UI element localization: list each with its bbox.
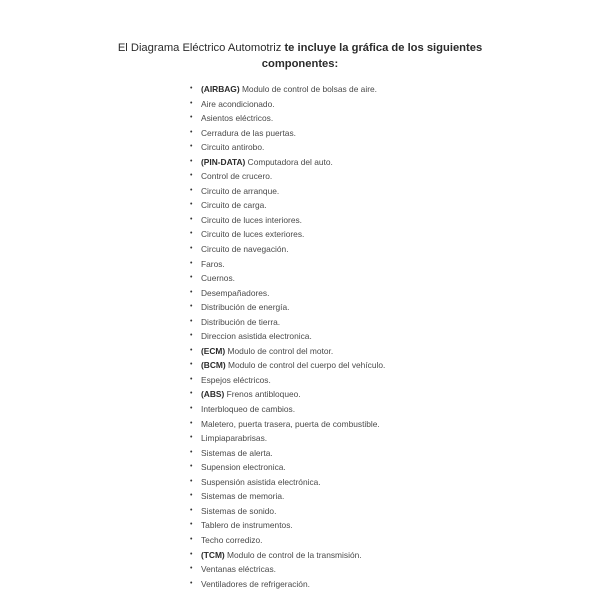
bullet-icon: • xyxy=(190,186,193,194)
list-item xyxy=(190,329,385,344)
bullet-icon: • xyxy=(190,157,193,165)
component-label: Circuito de carga. xyxy=(201,200,267,211)
heading-lead-text: El Diagrama Eléctrico Automotriz xyxy=(117,42,285,54)
list-item xyxy=(190,97,385,112)
component-label: Circuito de luces exteriores. xyxy=(201,229,305,240)
heading-bold-text: te incluye la gráfica de los siguientes componentes: xyxy=(261,42,483,70)
bullet-icon: • xyxy=(190,85,193,92)
component-list xyxy=(190,82,385,591)
list-item xyxy=(190,387,385,402)
component-code: (ECM) xyxy=(201,345,226,356)
component-label: Interbloqueo de cambios. xyxy=(201,404,296,415)
bullet-icon: • xyxy=(190,201,193,209)
component-label: Circuito de luces interiores. xyxy=(201,214,303,225)
component-label: Sistemas de sonido. xyxy=(201,505,277,516)
bullet-icon: • xyxy=(190,128,193,136)
component-label: Ventanas eléctricas. xyxy=(201,564,276,575)
bullet-icon: • xyxy=(190,390,193,398)
list-item xyxy=(190,140,385,155)
bullet-icon: • xyxy=(190,405,193,413)
list-item xyxy=(190,126,385,141)
bullet-icon: • xyxy=(190,332,193,340)
list-item xyxy=(190,475,385,490)
bullet-icon: • xyxy=(190,361,193,369)
bullet-icon: • xyxy=(190,434,193,442)
list-item xyxy=(190,315,385,330)
bullet-icon: • xyxy=(190,259,193,267)
list-item xyxy=(190,533,385,548)
component-label: Circuito de navegación. xyxy=(201,244,289,255)
list-item xyxy=(190,548,385,563)
list-item xyxy=(190,417,385,432)
bullet-icon: • xyxy=(190,143,193,151)
component-label: Modulo de control del motor. xyxy=(225,345,334,356)
component-code: (BCM) xyxy=(201,360,226,371)
list-item xyxy=(190,344,385,359)
component-label: Suspensión asistida electrónica. xyxy=(201,476,321,487)
component-label: Supension electronica. xyxy=(201,462,286,473)
component-code: (ABS) xyxy=(201,389,225,400)
component-label: Sistemas de memoria. xyxy=(201,491,285,502)
page-heading xyxy=(110,40,490,72)
component-label: Cuernos. xyxy=(201,273,235,284)
component-label: Desempañadores. xyxy=(201,287,270,298)
list-item xyxy=(190,489,385,504)
bullet-icon: • xyxy=(190,521,193,529)
component-label: Circuito de arranque. xyxy=(201,185,280,196)
list-item xyxy=(190,518,385,533)
component-label: Computadora del auto. xyxy=(245,156,333,167)
component-label: Maletero, puerta trasera, puerta de combustible. xyxy=(201,418,380,429)
bullet-icon: • xyxy=(190,448,193,456)
list-item xyxy=(190,111,385,126)
bullet-icon: • xyxy=(190,550,193,558)
list-item xyxy=(190,286,385,301)
component-label: Frenos antibloqueo. xyxy=(224,389,301,400)
bullet-icon: • xyxy=(190,317,193,325)
bullet-icon: • xyxy=(190,565,193,573)
list-item xyxy=(190,358,385,373)
bullet-icon: • xyxy=(190,419,193,427)
bullet-icon: • xyxy=(190,114,193,122)
component-label: Modulo de control de bolsas de aire. xyxy=(239,84,377,94)
list-item xyxy=(190,402,385,417)
component-code: (PIN-DATA) xyxy=(201,156,246,167)
component-label: Modulo de control del cuerpo del vehículo. xyxy=(225,360,386,371)
bullet-icon: • xyxy=(190,535,193,543)
component-label: Asientos eléctricos. xyxy=(201,113,274,124)
bullet-icon: • xyxy=(190,172,193,180)
list-item xyxy=(190,504,385,519)
component-label: Limpiaparabrisas. xyxy=(201,433,268,444)
component-label: Faros. xyxy=(201,258,225,269)
list-item xyxy=(190,227,385,242)
list-item xyxy=(190,562,385,577)
bullet-icon: • xyxy=(190,303,193,311)
bullet-icon: • xyxy=(190,579,193,587)
component-label: Modulo de control de la transmisión. xyxy=(224,549,362,560)
bullet-icon: • xyxy=(190,288,193,296)
list-item xyxy=(190,155,385,170)
component-label: Tablero de instrumentos. xyxy=(201,520,293,531)
bullet-icon: • xyxy=(190,477,193,485)
list-item xyxy=(190,169,385,184)
bullet-icon: • xyxy=(190,506,193,514)
list-item xyxy=(190,213,385,228)
bullet-icon: • xyxy=(190,492,193,500)
component-label: Sistemas de alerta. xyxy=(201,447,273,458)
bullet-icon: • xyxy=(190,375,193,383)
component-label: Distribución de tierra. xyxy=(201,316,281,327)
component-label: Direccion asistida electronica. xyxy=(201,331,312,342)
list-item xyxy=(190,271,385,286)
component-label: Distribución de energía. xyxy=(201,302,290,313)
list-item xyxy=(190,446,385,461)
component-code: (TCM) xyxy=(201,549,225,560)
component-code: (AIRBAG) xyxy=(201,84,240,94)
list-item xyxy=(190,82,385,97)
list-item xyxy=(190,198,385,213)
bullet-icon: • xyxy=(190,99,193,107)
component-label: Cerradura de las puertas. xyxy=(201,127,296,138)
list-item xyxy=(190,373,385,388)
component-label: Ventiladores de refrigeración. xyxy=(201,578,310,589)
list-item xyxy=(190,257,385,272)
list-item xyxy=(190,460,385,475)
component-label: Espejos eléctricos. xyxy=(201,374,271,385)
list-item xyxy=(190,184,385,199)
list-item xyxy=(190,300,385,315)
component-label: Control de crucero. xyxy=(201,171,273,182)
bullet-icon: • xyxy=(190,245,193,253)
bullet-icon: • xyxy=(190,346,193,354)
list-item xyxy=(190,242,385,257)
bullet-icon: • xyxy=(190,230,193,238)
list-item xyxy=(190,431,385,446)
component-label: Aire acondicionado. xyxy=(201,98,275,109)
bullet-icon: • xyxy=(190,215,193,223)
component-label: Circuito antirobo. xyxy=(201,142,265,153)
component-label: Techo corredizo. xyxy=(201,534,263,545)
bullet-icon: • xyxy=(190,274,193,282)
list-item xyxy=(190,577,385,592)
bullet-icon: • xyxy=(190,463,193,471)
